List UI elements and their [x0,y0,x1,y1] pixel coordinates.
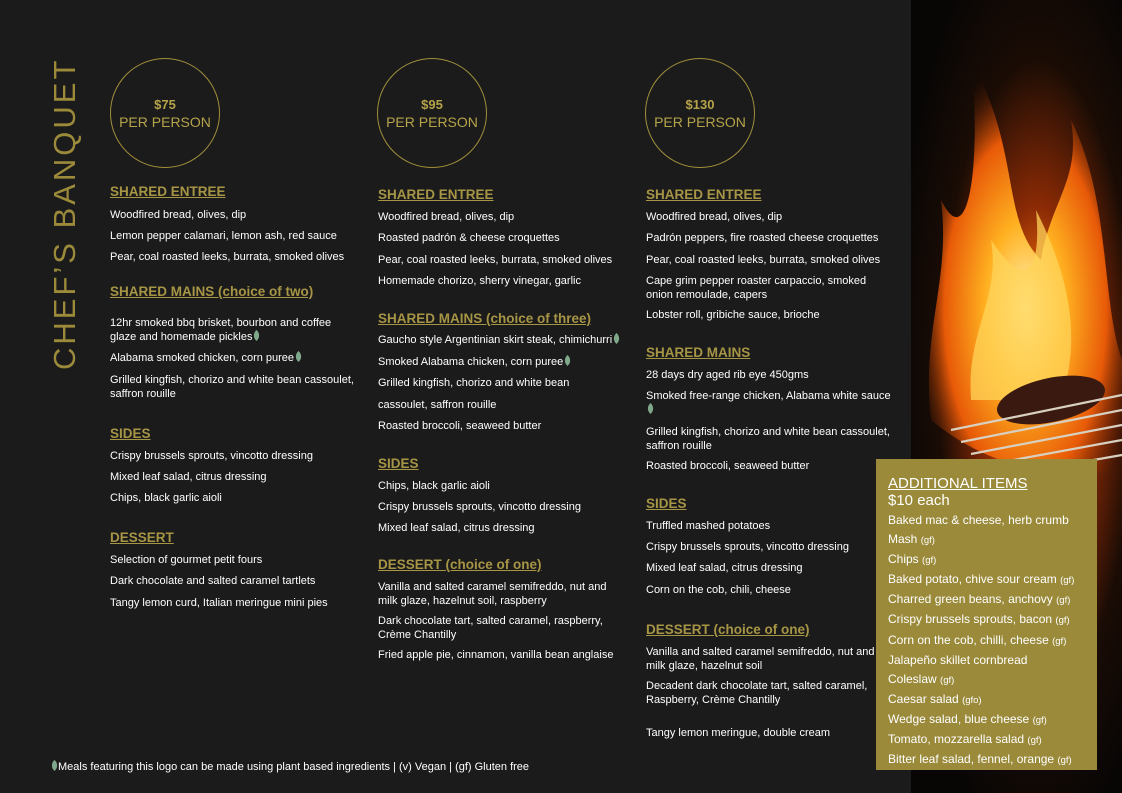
section-heading: SIDES [378,456,419,471]
additional-item [888,530,1085,550]
section-heading: DESSERT (choice of one) [646,622,810,637]
menu-item [378,521,626,535]
section-heading: SHARED MAINS (choice of three) [378,311,592,326]
menu-item [110,229,355,243]
menu-item [378,648,626,662]
dietary-tag: (gf) [1056,595,1071,607]
menu-item-text: cassoulet, saffron rouille [378,399,497,411]
menu-item [378,500,626,514]
menu-item [646,425,894,453]
menu-item [646,231,894,245]
menu-item [646,583,894,597]
additional-item [888,750,1085,770]
additional-items-list [888,511,1085,770]
leaf-icon [613,333,620,344]
additional-item [888,690,1085,710]
dietary-tag: (gf) [1027,735,1042,747]
menu-item-text: Pear, coal roasted leeks, burrata, smoked olives [646,254,881,266]
additional-item-text: Baked mac & cheese, herb crumb [888,513,1069,527]
menu-item-text: Dark chocolate and salted caramel tartlets [110,575,316,587]
menu-item-text: Fried apple pie, cinnamon, vanilla bean anglaise [378,649,614,661]
menu-item [646,679,894,707]
section-heading: SHARED ENTREE [378,187,494,202]
menu-item-text: Gaucho style Argentinian skirt steak, chimichurri [378,334,613,346]
dietary-tag: (gf) [1060,575,1075,587]
menu-item [378,580,626,608]
menu-item [378,253,626,267]
additional-item [888,590,1085,610]
price-circle [110,58,220,168]
dietary-tag: (gf) [1052,635,1067,647]
menu-item-text: Chips, black garlic aioli [110,492,222,504]
section-heading: SIDES [110,426,151,441]
additional-item-text: Baked potato, chive sour cream [888,572,1057,587]
menu-item-text: Dark chocolate tart, salted caramel, raspberry, Crème Chantilly [378,615,603,641]
additional-items-price: $10 each [888,492,950,509]
menu-item-text: Woodfired bread, olives, dip [110,209,247,221]
menu-item-text: Crispy brussels sprouts, vincotto dressing [378,501,581,513]
price-amount: $95 [421,96,443,112]
dietary-tag: (gf) [922,555,937,567]
menu-item-text: Alabama smoked chicken, corn puree [110,352,295,364]
menu-item [646,459,894,473]
dietary-tag: (gf) [1055,615,1070,627]
menu-item [378,210,626,224]
menu-item-text: Smoked Alabama chicken, corn puree [378,356,564,368]
footer-note [50,760,529,773]
menu-item-text: Mixed leaf salad, citrus dressing [378,522,535,534]
additional-item [888,610,1085,630]
price-circle [377,58,487,168]
menu-item [110,491,355,505]
additional-item-text: Caesar salad [888,691,959,706]
additional-item [888,651,1085,670]
additional-item-text: Mash [888,532,918,547]
section-heading: SHARED ENTREE [646,187,762,202]
menu-item [646,519,894,533]
menu-item-text: Vanilla and salted caramel semifreddo, nut and milk glaze, hazelnut soil, raspberry [378,581,607,607]
leaf-icon [564,355,571,366]
additional-item-text: Coleslaw [888,671,937,686]
menu-item-text: Selection of gourmet petit fours [110,554,263,566]
section-heading: DESSERT (choice of one) [378,557,542,572]
additional-item [888,730,1085,750]
menu-item-text: 28 days dry aged rib eye 450gms [646,369,809,381]
menu-item-text: Decadent dark chocolate tart, salted caramel, Raspberry, Crème Chantilly [646,680,868,706]
menu-item [110,373,355,401]
additional-item-text: Wedge salad, blue cheese [888,711,1030,726]
menu-item-text: Padrón peppers, fire roasted cheese croquettes [646,232,879,244]
menu-item [378,355,626,369]
leaf-icon [253,330,260,341]
menu-item-text: Roasted broccoli, seaweed butter [378,420,542,432]
menu-item-text: Tangy lemon meringue, double cream [646,727,831,739]
additional-item-text: Tomato, mozzarella salad [888,732,1025,747]
footer-text: Meals featuring this logo can be made using plant based ingredients | (v) Vegan | (gf) Gluten free [58,761,530,773]
menu-item [378,376,626,390]
price-amount: $130 [685,96,715,112]
menu-item [646,210,894,224]
menu-item-text: Crispy brussels sprouts, vincotto dressing [110,450,313,462]
menu-item [646,308,894,322]
section-heading: SHARED MAINS [646,345,751,360]
leaf-icon [647,403,654,414]
menu-item-text: Grilled kingfish, chorizo and white bean cassoulet, saffron rouille [110,374,354,400]
menu-item [110,316,355,344]
menu-item [110,449,355,463]
menu-item-text: Grilled kingfish, chorizo and white bean cassoulet, saffron rouille [646,426,890,452]
menu-item [110,351,355,365]
banquet-title: CHEF’S BANQUET [47,57,82,370]
leaf-icon [295,351,302,362]
menu-item-text: Smoked free-range chicken, Alabama white sauce [646,390,891,402]
dietary-tag: (gf) [920,535,935,547]
menu-item [646,368,894,382]
additional-item-text: Chips [888,552,919,567]
additional-items-panel [876,459,1097,770]
menu-item-text: Pear, coal roasted leeks, burrata, smoked olives [110,251,345,263]
menu-item [378,333,626,347]
menu-item [646,561,894,575]
additional-item-text: Bitter leaf salad, fennel, orange [888,752,1055,767]
menu-item-text: Corn on the cob, chili, cheese [646,584,791,596]
menu-item-text: Pear, coal roasted leeks, burrata, smoked olives [378,254,613,266]
menu-item-text: Roasted broccoli, seaweed butter [646,460,810,472]
leaf-icon [51,760,58,771]
price-amount: $75 [154,96,176,112]
menu-item-text: Crispy brussels sprouts, vincotto dressing [646,541,849,553]
menu-item [646,645,894,673]
menu-item [646,389,894,417]
menu-item [646,274,894,302]
additional-item [888,511,1085,530]
menu-item-text: Vanilla and salted caramel semifreddo, nut and milk glaze, hazelnut soil [646,646,875,672]
menu-item [110,553,355,567]
additional-items-heading: ADDITIONAL ITEMS [888,475,1028,492]
additional-item-text: Crispy brussels sprouts, bacon [888,612,1053,627]
section-heading: SHARED MAINS (choice of two) [110,284,314,299]
price-per: PER PERSON [654,113,746,130]
menu-item [110,470,355,484]
price-per: PER PERSON [386,113,478,130]
additional-item [888,631,1085,651]
menu-item [378,274,626,288]
menu-item-text: Mixed leaf salad, citrus dressing [646,562,803,574]
additional-item-text: Corn on the cob, chilli, cheese [888,632,1049,647]
menu-item-text: Woodfired bread, olives, dip [378,211,515,223]
menu-item [378,398,626,412]
section-heading: DESSERT [110,530,174,545]
menu-item-text: Grilled kingfish, chorizo and white bean [378,377,570,389]
menu-item [110,596,355,610]
menu-item-text: Homemade chorizo, sherry vinegar, garlic [378,275,581,287]
additional-item [888,710,1085,730]
additional-item [888,570,1085,590]
section-heading: SIDES [646,496,687,511]
price-per: PER PERSON [119,113,211,130]
menu-item [646,253,894,267]
menu-item-text: Roasted padrón & cheese croquettes [378,232,560,244]
menu-item-text: Truffled mashed potatoes [646,520,771,532]
menu-item [110,208,355,222]
menu-item [646,726,894,740]
menu-item [378,231,626,245]
section-heading: SHARED ENTREE [110,184,226,199]
menu-item-text: Cape grim pepper roaster carpaccio, smoked onion remoulade, capers [646,275,867,301]
additional-item-text: Charred green beans, anchovy [888,592,1053,607]
menu-item-text: Woodfired bread, olives, dip [646,211,783,223]
menu-item [378,614,626,642]
menu-item-text: Chips, black garlic aioli [378,480,490,492]
menu-item-text: Lobster roll, gribiche sauce, brioche [646,309,820,321]
menu-item [110,250,355,264]
menu-item [378,419,626,433]
dietary-tag: (gf) [940,674,955,686]
price-circle [645,58,755,168]
additional-item [888,550,1085,570]
menu-item-text: Tangy lemon curd, Italian meringue mini pies [110,597,328,609]
menu-item [646,540,894,554]
additional-item-text: Jalapeño skillet cornbread [888,652,1028,667]
menu-item-text: 12hr smoked bbq brisket, bourbon and coffee glaze and homemade pickles [110,317,332,343]
dietary-tag: (gfo) [962,694,982,706]
dietary-tag: (gf) [1032,714,1047,726]
menu-item-text: Lemon pepper calamari, lemon ash, red sauce [110,230,337,242]
menu-item-text: Mixed leaf salad, citrus dressing [110,471,267,483]
dietary-tag: (gf) [1057,755,1072,767]
menu-item [110,574,355,588]
menu-item [378,479,626,493]
additional-item [888,670,1085,690]
